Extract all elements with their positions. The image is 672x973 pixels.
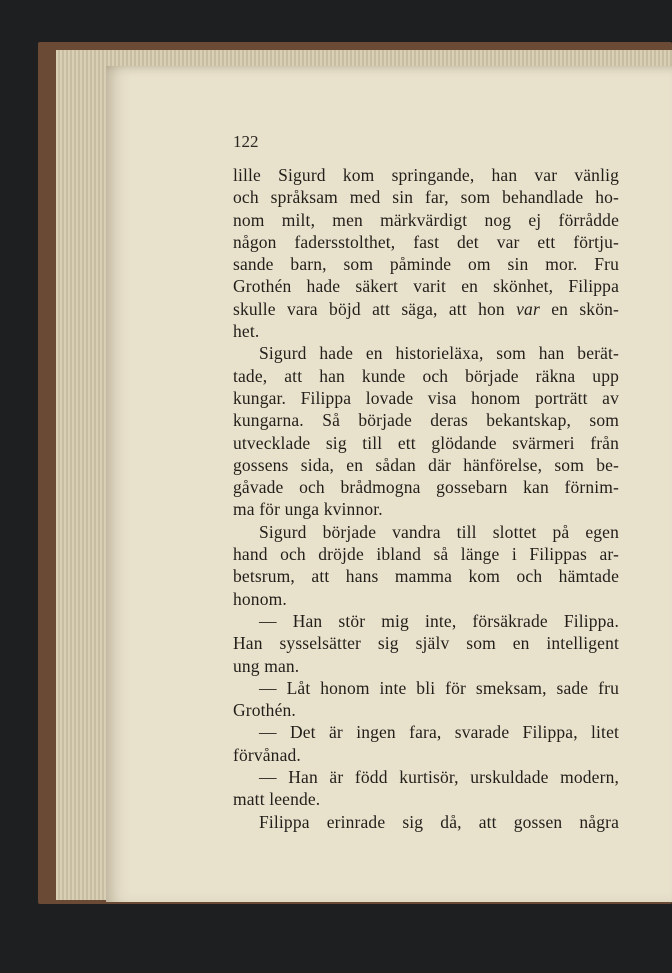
text-line: matt leende. [233,789,321,810]
text-line: honom. [233,588,287,609]
emphasis: var [516,298,540,319]
text-line: Sigurd började vandra till slottet på egen [259,521,619,542]
text-line: utvecklade sig till ett glödande svärmeri från [233,432,619,453]
text-line: Grothén hade säkert varit en skönhet, Filippa [233,276,619,297]
text-line: förvånad. [233,744,301,765]
text-line: lille Sigurd kom springande, han var vänlig [233,165,619,185]
text-line: sande barn, som påminde om sin mor. Fru [233,254,619,275]
text-line: betsrum, att hans mamma kom och hämtade [233,566,619,587]
text-line: Grothén. [233,700,296,721]
text-line: Sigurd hade en historieläxa, som han berät- [259,343,619,364]
text-line: tade, att han kunde och började räkna upp [233,365,619,386]
text-line: — Han är född kurtisör, urskuldade modern, [259,767,619,788]
text-line: — Låt honom inte bli för smeksam, sade fru [259,677,619,698]
text-line: någon fadersstolthet, fast det var ett förtju- [233,231,619,252]
page-number: 122 [233,132,259,151]
body-text [233,164,619,833]
text-line: Han sysselsätter sig själv som en intelligent [233,633,619,654]
text-line: kungarna. Så började deras bekantskap, som [233,410,619,431]
text-line: het. [233,321,260,342]
text-line: gossens sida, en sådan där hänförelse, som be- [233,454,619,475]
text-line: ung man. [233,655,300,676]
text-line: — Han stör mig inte, försäkrade Filippa. [259,610,619,631]
text-line: skulle vara böjd att säga, att hon var en skön- [233,298,619,319]
text-line: Filippa erinrade sig då, att gossen några [259,811,619,832]
text-line: och språksam med sin far, som behandlade ho- [233,187,619,208]
text-line: kungar. Filippa lovade visa honom porträtt av [233,387,619,408]
text-line: — Det är ingen fara, svarade Filippa, litet [259,722,619,743]
text-line: nom milt, men märkvärdigt nog ej förrådde [233,209,619,230]
text-line: hand och dröjde ibland så länge i Filippas ar- [233,544,619,565]
text-line: gåvade och brådmogna gossebarn kan förnim- [233,477,619,498]
text-line: ma för unga kvinnor. [233,499,383,520]
